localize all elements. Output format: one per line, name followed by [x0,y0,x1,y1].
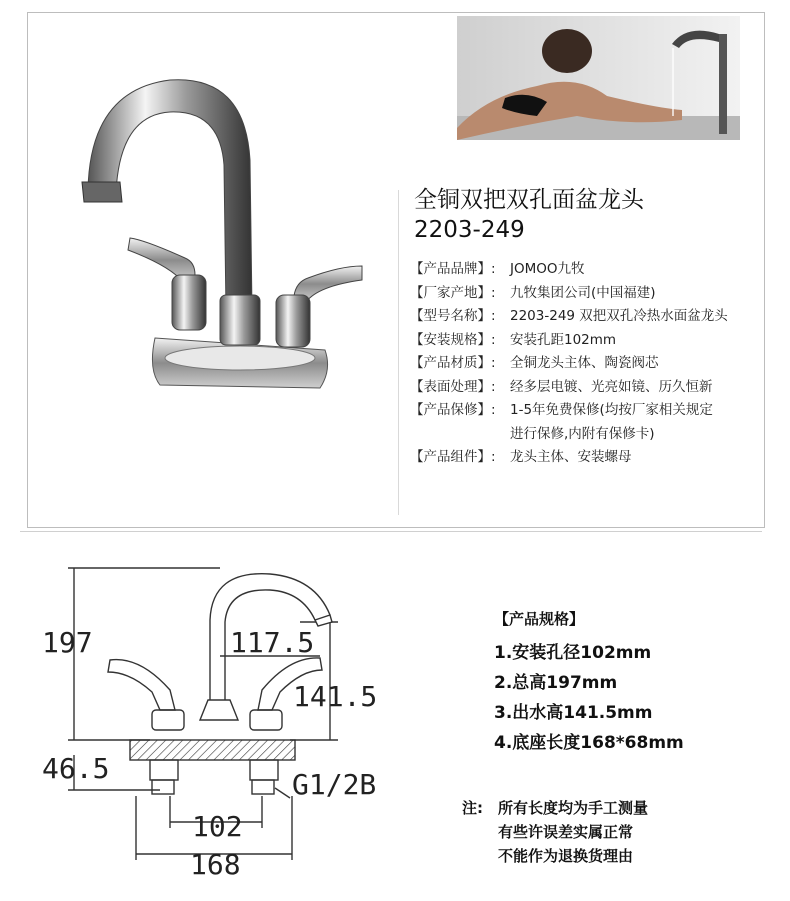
note-row [462,796,648,820]
note-label: 注: [462,799,483,817]
spec-label: 【产品组件】: [410,449,496,465]
spec-value: 九牧集团公司(中国福建) [510,284,656,301]
spec-value: 龙头主体、安装螺母 [510,449,632,465]
spec-value: 1-5年免费保修(均按厂家相关规定 [510,402,713,418]
spec-row [410,282,755,306]
spec-row [410,352,755,376]
dimensions-list [494,638,684,758]
spec-label: 【产品材质】: [410,355,496,371]
note-line: 所有长度均为手工测量 [498,799,649,817]
spec-label: 【产品品牌】: [410,261,496,277]
spec-table [410,258,755,470]
spec-label: 【表面处理】: [410,378,496,395]
note-line: 不能作为退换货理由 [498,847,634,865]
spec-label: 【产品保修】: [410,402,496,418]
note-indent [462,844,498,868]
spec-value-continued: 进行保修,内附有保修卡) [510,425,655,442]
faucet-photo [70,70,370,400]
spec-value: 2203-249 双把双孔冷热水面盆龙头 [510,308,728,324]
note-row [462,820,648,844]
dimensions-heading: 【产品规格】 [494,610,585,628]
product-model: 2203-249 [414,217,525,243]
lifestyle-photo [457,16,740,140]
dim-197: 197 [42,626,93,659]
dim-168: 168 [190,848,241,881]
dim-102: 102 [192,810,243,843]
spec-value: JOMOO九牧 [510,261,585,277]
dimension-drawing [40,560,380,890]
spec-divider [398,190,399,515]
spec-value: 安装孔距102mm [510,331,617,348]
spec-label: 【厂家产地】: [410,284,496,301]
dim-46-5: 46.5 [42,752,110,785]
spec-row [410,376,755,400]
spec-row [410,329,755,353]
spec-row [410,446,755,470]
dimension-item: 4.底座长度168*68mm [494,733,684,753]
note-line: 有些许误差实属正常 [498,823,634,841]
spec-label: 【型号名称】: [410,308,496,324]
dimension-item: 3.出水高141.5mm [494,703,653,723]
note-row [462,844,648,868]
note-indent [462,820,498,844]
spec-value: 经多层电镀、光亮如镜、历久恒新 [510,378,713,395]
spec-row [410,305,755,329]
measurement-note [462,796,648,868]
section-divider [20,531,762,532]
dim-117-5: 117.5 [230,626,315,659]
dim-141-5: 141.5 [293,680,378,713]
dim-g1-2b: G1/2B [292,768,377,801]
dimension-item: 2.总高197mm [494,673,618,693]
spec-row [410,399,755,423]
dimension-item: 1.安装孔径102mm [494,643,652,663]
product-title: 全铜双把双孔面盆龙头 [414,187,644,213]
spec-value: 全铜龙头主体、陶瓷阀芯 [510,355,659,371]
spec-row [410,258,755,282]
spec-label: 【安装规格】: [410,331,496,348]
